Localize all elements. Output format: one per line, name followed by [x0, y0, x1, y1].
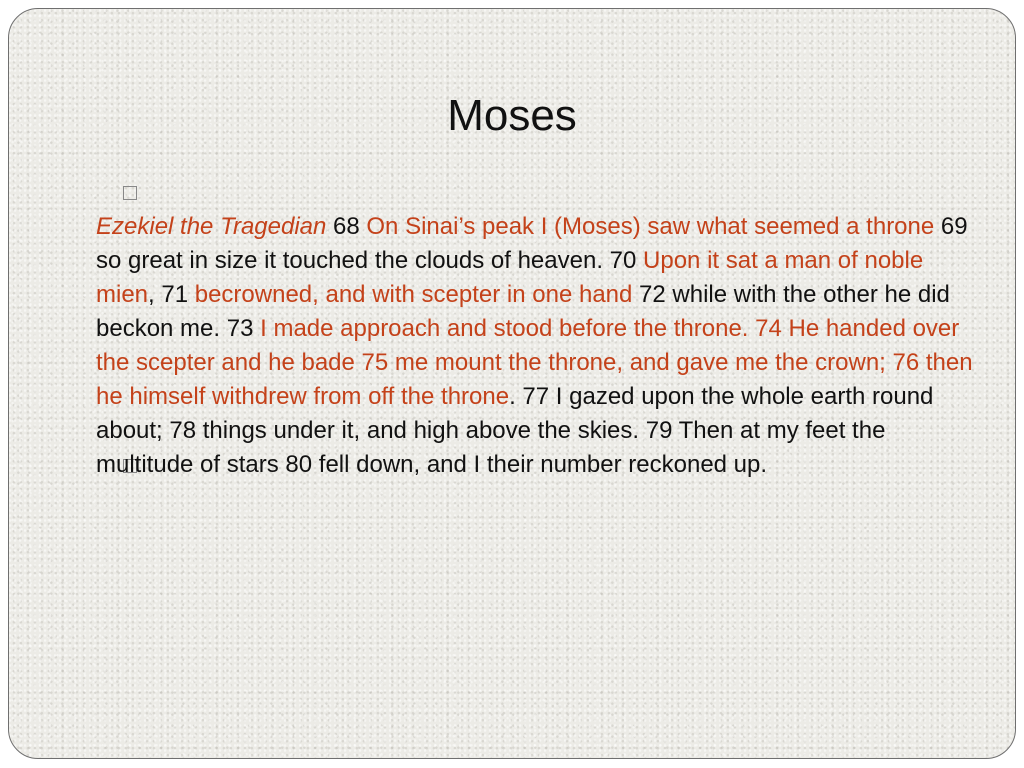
- slide: [8, 8, 1016, 759]
- passage-segment: 72 while with the other he did beckon me. 73: [96, 281, 950, 342]
- passage-segment: 68: [326, 213, 367, 240]
- passage-highlight: I made approach and stood before the throne. 74 He handed over the scepter and he bade 75 me mount the throne, and gave me the crown; 76 then he himself withdrew from off the throne: [96, 315, 973, 410]
- passage-highlight: becrowned, and with scepter in one hand: [194, 281, 633, 308]
- slide-title: Moses: [447, 91, 577, 140]
- bullet-placeholder-icon: [123, 186, 137, 200]
- passage-segment: , 71: [148, 281, 195, 308]
- passage-highlight: On Sinai’s peak I (Moses) saw what seemed a throne: [366, 213, 935, 240]
- passage-segment: 69 so great in size it touched the clouds of heaven. 70: [96, 213, 968, 274]
- passage-highlight: Upon it sat a man of noble mien: [96, 247, 924, 308]
- source-attribution: Ezekiel the Tragedian: [96, 213, 327, 240]
- passage-text: [96, 210, 976, 482]
- passage-segment: . 77 I gazed upon the whole earth round about; 78 things under it, and high above the skies. 79 Then at my feet the multitude of stars 80 fell down, and I their number reckoned up.: [96, 383, 934, 478]
